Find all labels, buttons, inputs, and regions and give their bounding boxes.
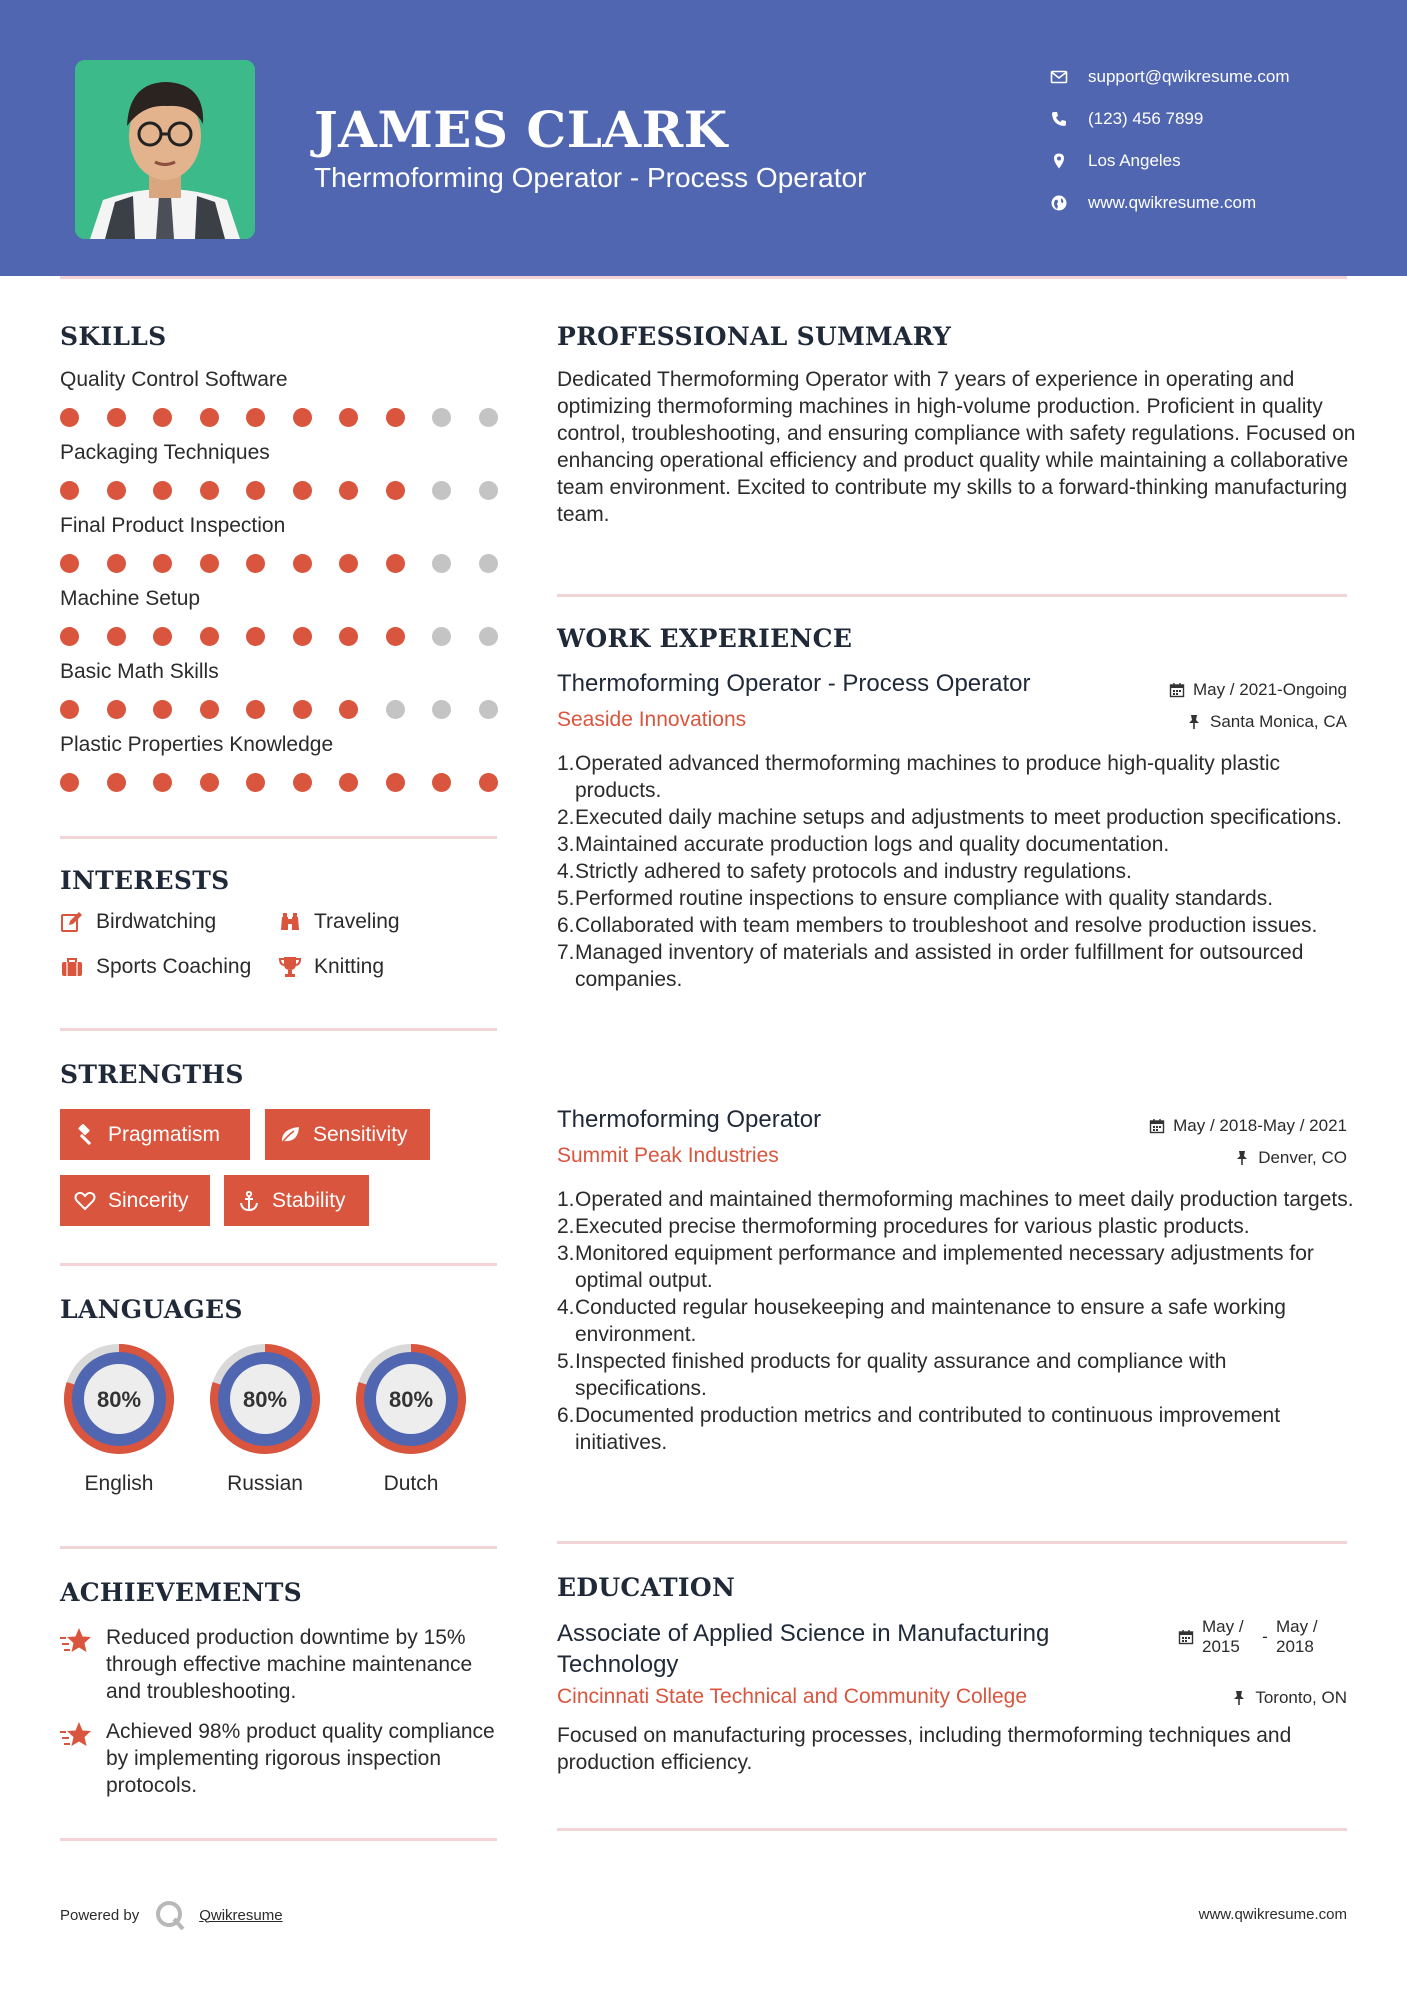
strength-tag: [60, 1175, 210, 1226]
contact-phone[interactable]: [1050, 98, 1290, 140]
interest-item: [60, 910, 216, 934]
achievement-text: Achieved 98% product quality compliance by implementing rigorous inspection protocols.: [106, 1720, 495, 1797]
list-item: 3. Monitored equipment performance and implemented necessary adjustments for optimal output.: [557, 1242, 1314, 1292]
contact-email[interactable]: [1050, 56, 1290, 98]
skill-dot-filled: [246, 700, 265, 719]
education-date-start: May / 2015: [1202, 1617, 1244, 1656]
interest-item: [278, 910, 400, 934]
section-divider: [60, 836, 497, 839]
list-item: 7. Managed inventory of materials and assisted in order fulfillment for outsourced companies.: [557, 941, 1304, 991]
calendar-icon: [1149, 1118, 1165, 1134]
strength-label: Pragmatism: [108, 1122, 221, 1146]
job-date: [1169, 680, 1347, 700]
skill-dot-filled: [339, 773, 358, 792]
calendar-icon: [1178, 1629, 1194, 1645]
language-ring: [58, 1338, 180, 1460]
list-item: 2. Executed daily machine setups and adjustments to meet production specifications.: [557, 806, 1342, 829]
skill-dot-filled: [153, 700, 172, 719]
skill-dot-empty: [479, 627, 498, 646]
skill-item: [60, 587, 500, 647]
interest-item: [278, 955, 384, 979]
contact-website-text: www.qwikresume.com: [1088, 193, 1257, 212]
skill-dot-empty: [432, 408, 451, 427]
skill-dot-filled: [293, 700, 312, 719]
strength-tag: [265, 1109, 430, 1160]
education-school: Cincinnati State Technical and Community College: [557, 1685, 1028, 1708]
skill-dot-filled: [60, 408, 79, 427]
job-company: Seaside Innovations: [557, 708, 747, 731]
skill-name: Plastic Properties Knowledge: [60, 733, 334, 756]
achievement-item: [60, 1718, 500, 1799]
list-item: 6. Documented production metrics and contributed to continuous improvement initiatives.: [557, 1404, 1281, 1454]
section-divider: [60, 1263, 497, 1266]
skill-dot-filled: [107, 554, 126, 573]
strength-label: Stability: [272, 1188, 346, 1212]
contact-list: [1050, 56, 1290, 224]
section-divider: [60, 1838, 497, 1841]
list-item: 6. Collaborated with team members to troubleshoot and resolve production issues.: [557, 914, 1318, 937]
skill-dot-filled: [293, 481, 312, 500]
skill-name: Quality Control Software: [60, 368, 288, 391]
profile-photo: [75, 60, 255, 239]
skill-dot-filled: [386, 773, 405, 792]
language-percent: 80%: [96, 1387, 142, 1412]
skill-dot-empty: [479, 554, 498, 573]
list-item: 5. Performed routine inspections to ensure compliance with quality standards.: [557, 887, 1274, 910]
skill-dot-filled: [386, 554, 405, 573]
skill-dot-filled: [293, 408, 312, 427]
skills-heading: SKILLS: [60, 322, 167, 351]
language-name: Dutch: [383, 1472, 439, 1495]
section-divider: [557, 1828, 1347, 1831]
skill-rating: [60, 477, 500, 501]
skill-rating: [60, 404, 500, 428]
star-icon: [60, 1720, 92, 1750]
skill-dot-filled: [339, 481, 358, 500]
job-location: [1186, 712, 1347, 732]
skill-dot-filled: [60, 481, 79, 500]
summary-text: Dedicated Thermoforming Operator with 7 years of experience in operating and optimizing thermoforming machines in high-volume production. Proficient in quality control, troubleshooting, and ensuring compliance with safety regulations. Focused on enhancing operational efficiency and product quality while maintaining a collaborative team environment. Excited to contribute my skills to a forward-thinking manufacturing team.: [557, 368, 1356, 526]
interest-label: Traveling: [314, 910, 400, 933]
job-date: [1149, 1116, 1347, 1136]
skill-rating: [60, 550, 500, 574]
skill-dot-empty: [479, 408, 498, 427]
skill-dot-empty: [386, 700, 405, 719]
education-date: [1178, 1617, 1328, 1657]
footer-brand-link[interactable]: Qwikresume: [199, 1906, 283, 1924]
strength-label: Sensitivity: [313, 1122, 408, 1146]
language-percent: 80%: [242, 1387, 288, 1412]
section-divider: [557, 594, 1347, 597]
language-item: [58, 1338, 180, 1496]
language-percent: 80%: [388, 1387, 434, 1412]
candidate-name: JAMES CLARK: [314, 100, 728, 159]
job-date-text: May / 2018-May / 2021: [1173, 1116, 1347, 1135]
job-duties: [557, 1186, 1357, 1456]
skill-dot-filled: [339, 554, 358, 573]
skill-dot-filled: [479, 773, 498, 792]
contact-website[interactable]: [1050, 182, 1290, 224]
skill-dot-filled: [153, 627, 172, 646]
skill-dot-filled: [246, 554, 265, 573]
phone-icon: [1050, 110, 1088, 128]
skill-item: [60, 514, 500, 574]
degree-title: Associate of Applied Science in Manufacturing Technology: [557, 1620, 1050, 1678]
skill-rating: [60, 623, 500, 647]
skill-dot-filled: [107, 408, 126, 427]
briefcase-icon: [60, 955, 84, 979]
skill-dot-empty: [479, 700, 498, 719]
skill-dot-filled: [153, 408, 172, 427]
skill-dot-filled: [200, 408, 219, 427]
avatar: [75, 60, 255, 239]
education-location: [1231, 1688, 1347, 1708]
achievements-heading: ACHIEVEMENTS: [60, 1578, 302, 1607]
skill-dot-filled: [432, 773, 451, 792]
language-name: English: [84, 1472, 154, 1495]
skill-dot-filled: [60, 700, 79, 719]
skill-dot-filled: [107, 700, 126, 719]
skill-dot-filled: [246, 773, 265, 792]
pushpin-icon: [1234, 1150, 1250, 1166]
calendar-icon: [1169, 682, 1185, 698]
education-date-separator: -: [1262, 1627, 1268, 1646]
header-divider: [60, 276, 1347, 279]
footer-site-link[interactable]: www.qwikresume.com: [1198, 1906, 1347, 1923]
language-item: [204, 1338, 326, 1496]
edit-icon: [60, 910, 84, 934]
skill-rating: [60, 696, 500, 720]
interest-label: Sports Coaching: [96, 955, 252, 978]
job-location-text: Santa Monica, CA: [1209, 712, 1347, 731]
job-title: Thermoforming Operator: [557, 1106, 822, 1133]
skill-name: Basic Math Skills: [60, 660, 219, 683]
strength-label: Sincerity: [108, 1188, 189, 1212]
skill-dot-filled: [153, 554, 172, 573]
skill-dot-filled: [153, 481, 172, 500]
job-location-text: Denver, CO: [1258, 1148, 1347, 1167]
trophy-icon: [278, 955, 302, 979]
strength-tag: [224, 1175, 369, 1226]
skill-dot-filled: [386, 481, 405, 500]
map-pin-icon: [1050, 152, 1088, 170]
globe-icon: [1050, 194, 1088, 212]
skill-dot-filled: [246, 408, 265, 427]
skill-dot-filled: [293, 773, 312, 792]
summary-heading: PROFESSIONAL SUMMARY: [557, 322, 952, 351]
interest-item: [60, 955, 251, 979]
job-location: [1234, 1148, 1347, 1168]
experience-heading: WORK EXPERIENCE: [557, 624, 853, 653]
list-item: 4. Conducted regular housekeeping and maintenance to ensure a safe working environment.: [557, 1296, 1286, 1346]
header: [0, 0, 1407, 276]
language-item: [350, 1338, 472, 1496]
skill-dot-filled: [200, 627, 219, 646]
contact-email-text: support@qwikresume.com: [1088, 67, 1290, 86]
education-location-text: Toronto, ON: [1255, 1688, 1347, 1707]
education-date-end: May / 2018: [1276, 1617, 1318, 1656]
pushpin-icon: [1231, 1690, 1247, 1706]
skill-dot-empty: [432, 700, 451, 719]
skill-dot-filled: [107, 773, 126, 792]
language-ring: [204, 1338, 326, 1460]
skill-dot-filled: [200, 481, 219, 500]
achievement-text: Reduced production downtime by 15% through effective machine maintenance and troubleshooting.: [106, 1626, 473, 1703]
list-item: 1. Operated and maintained thermoforming machines to meet daily production targets.: [557, 1188, 1354, 1211]
skill-name: Final Product Inspection: [60, 514, 286, 537]
skill-name: Packaging Techniques: [60, 441, 270, 464]
skill-dot-filled: [153, 773, 172, 792]
skill-dot-filled: [200, 700, 219, 719]
skill-item: [60, 441, 500, 501]
list-item: 3. Maintained accurate production logs and quality documentation.: [557, 833, 1170, 856]
contact-phone-text: (123) 456 7899: [1088, 109, 1204, 128]
job-title: Thermoforming Operator - Process Operator: [557, 670, 1031, 697]
envelope-icon: [1050, 68, 1088, 86]
star-icon: [60, 1626, 92, 1656]
interest-label: Knitting: [314, 955, 385, 978]
skill-dot-filled: [60, 773, 79, 792]
interests-heading: INTERESTS: [60, 866, 230, 895]
language-name: Russian: [227, 1472, 303, 1495]
job-date-text: May / 2021-Ongoing: [1192, 680, 1347, 699]
language-ring: [350, 1338, 472, 1460]
leaf-icon: [279, 1124, 301, 1146]
binoculars-icon: [278, 910, 302, 934]
list-item: 1. Operated advanced thermoforming machines to produce high-quality plastic products.: [557, 752, 1281, 802]
job-company: Summit Peak Industries: [557, 1144, 779, 1167]
pushpin-icon: [1186, 714, 1202, 730]
skill-dot-filled: [386, 627, 405, 646]
skill-dot-filled: [200, 773, 219, 792]
section-divider: [557, 1541, 1347, 1544]
contact-location-text: Los Angeles: [1088, 151, 1181, 170]
skill-dot-empty: [432, 481, 451, 500]
skill-rating: [60, 769, 500, 793]
footer-powered-by: [60, 1898, 283, 1932]
skill-dot-filled: [107, 481, 126, 500]
candidate-role: Thermoforming Operator - Process Operator: [314, 162, 867, 193]
achievement-item: [60, 1624, 500, 1705]
gavel-icon: [74, 1124, 96, 1146]
qwikresume-logo-icon: [153, 1898, 187, 1932]
skill-dot-filled: [60, 554, 79, 573]
skill-dot-empty: [432, 554, 451, 573]
section-divider: [60, 1028, 497, 1031]
interest-label: Birdwatching: [96, 910, 217, 933]
job-duties: [557, 750, 1357, 993]
heart-icon: [74, 1190, 96, 1212]
skill-dot-filled: [386, 408, 405, 427]
skill-dot-filled: [60, 627, 79, 646]
skill-dot-filled: [339, 700, 358, 719]
powered-by-label: Powered by: [60, 1906, 140, 1924]
skill-dot-filled: [339, 408, 358, 427]
list-item: 2. Executed precise thermoforming procedures for various plastic products.: [557, 1215, 1250, 1238]
section-divider: [60, 1546, 497, 1549]
strengths-heading: STRENGTHS: [60, 1060, 244, 1089]
skill-dot-empty: [432, 627, 451, 646]
skill-item: [60, 733, 500, 793]
skill-dot-filled: [293, 627, 312, 646]
skill-dot-filled: [293, 554, 312, 573]
strength-tag: [60, 1109, 250, 1160]
list-item: 5. Inspected finished products for quality assurance and compliance with specifications.: [557, 1350, 1227, 1400]
education-description: Focused on manufacturing processes, including thermoforming techniques and production efficiency.: [557, 1724, 1292, 1774]
skill-dot-filled: [246, 627, 265, 646]
anchor-icon: [238, 1190, 260, 1212]
skill-dot-filled: [107, 627, 126, 646]
skill-name: Machine Setup: [60, 587, 201, 610]
skill-dot-filled: [339, 627, 358, 646]
skill-item: [60, 660, 500, 720]
skill-dot-filled: [200, 554, 219, 573]
skill-dot-filled: [246, 481, 265, 500]
education-heading: EDUCATION: [557, 1573, 736, 1602]
skill-dot-empty: [479, 481, 498, 500]
skill-item: [60, 368, 500, 428]
list-item: 4. Strictly adhered to safety protocols and industry regulations.: [557, 860, 1132, 883]
contact-location: [1050, 140, 1290, 182]
languages-heading: LANGUAGES: [60, 1295, 243, 1324]
